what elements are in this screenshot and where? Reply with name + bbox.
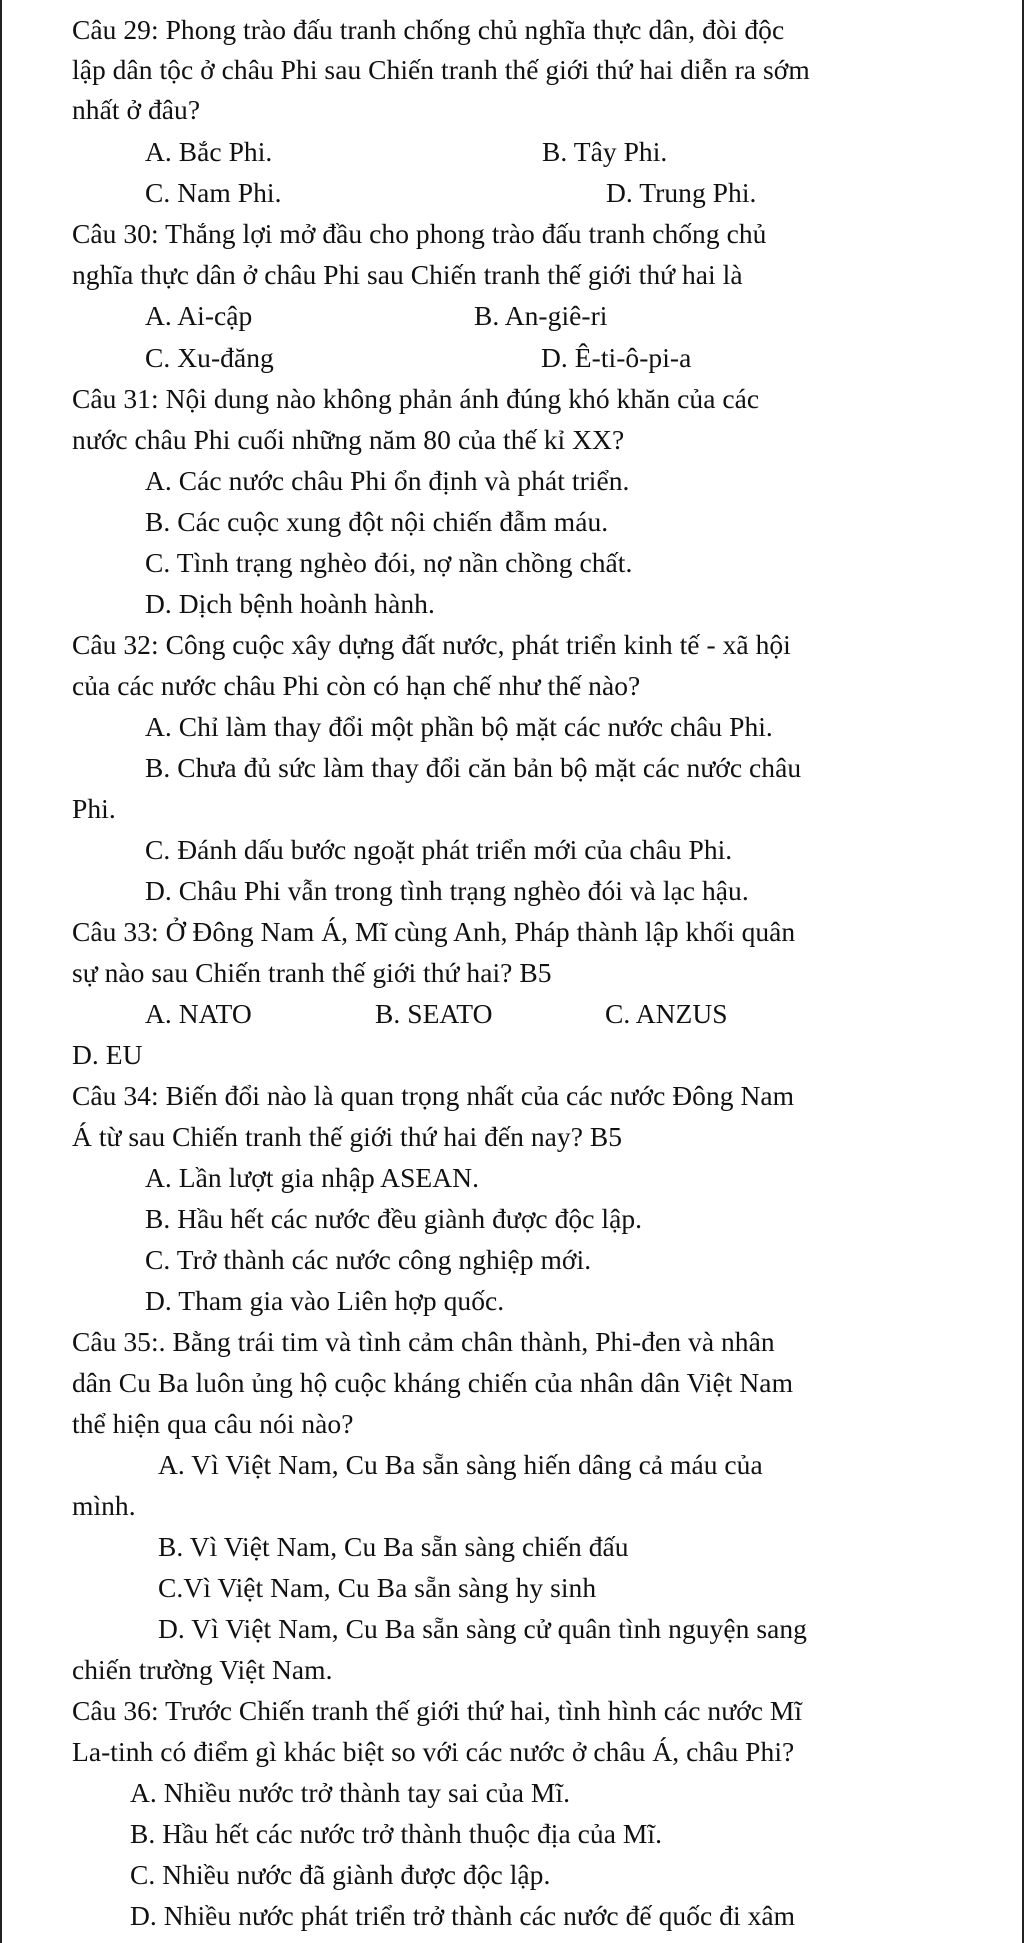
question-30-option-c: C. Xu-đăng [145, 342, 274, 373]
question-31-option-d: D. Dịch bệnh hoành hành. [145, 588, 435, 619]
question-36-option-b: B. Hầu hết các nước trở thành thuộc địa của Mĩ. [130, 1818, 663, 1849]
question-34-option-b: B. Hầu hết các nước đều giành được độc lập. [145, 1203, 643, 1234]
question-30-line-1: Câu 30: Thắng lợi mở đầu cho phong trào đấu tranh chống chủ [72, 218, 767, 249]
question-36-option-d: D. Nhiều nước phát triển trở thành các nước đế quốc đi xâm [130, 1900, 796, 1931]
question-34-line-1: Câu 34: Biến đổi nào là quan trọng nhất của các nước Đông Nam [72, 1080, 795, 1111]
question-33-option-c: C. ANZUS [605, 998, 728, 1029]
question-31-option-c: C. Tình trạng nghèo đói, nợ nần chồng chất. [145, 547, 633, 578]
question-33-line-2: sự nào sau Chiến tranh thế giới thứ hai? B5 [72, 957, 552, 988]
question-32-option-d: D. Châu Phi vẫn trong tình trạng nghèo đói và lạc hậu. [145, 875, 749, 906]
question-29-line-1: Câu 29: Phong trào đấu tranh chống chủ nghĩa thực dân, đòi độc [72, 14, 785, 45]
question-35-option-a: A. Vì Việt Nam, Cu Ba sẵn sàng hiến dâng cả máu của [158, 1449, 763, 1480]
question-30-option-d: D. Ê-ti-ô-pi-a [541, 342, 692, 373]
question-32-line-1: Câu 32: Công cuộc xây dựng đất nước, phát triển kinh tế - xã hội [72, 629, 791, 660]
question-31-line-1: Câu 31: Nội dung nào không phản ánh đúng khó khăn của các [72, 383, 760, 414]
question-29-option-a: A. Bắc Phi. [145, 136, 273, 167]
question-33-option-d: D. EU [72, 1039, 143, 1070]
question-36-option-a: A. Nhiều nước trở thành tay sai của Mĩ. [130, 1777, 571, 1808]
question-29-line-3: nhất ở đâu? [72, 94, 201, 125]
question-33-option-a: A. NATO [145, 998, 252, 1029]
question-31-option-a: A. Các nước châu Phi ổn định và phát triển. [145, 465, 630, 496]
question-34-option-c: C. Trở thành các nước công nghiệp mới. [145, 1244, 592, 1275]
question-35-line-2: dân Cu Ba luôn ủng hộ cuộc kháng chiến của nhân dân Việt Nam [72, 1367, 794, 1398]
question-36-line-2: La-tinh có điểm gì khác biệt so với các nước ở châu Á, châu Phi? [72, 1736, 795, 1767]
question-32-option-b: B. Chưa đủ sức làm thay đổi căn bản bộ mặt các nước châu [145, 752, 802, 783]
question-31-option-b: B. Các cuộc xung đột nội chiến đẫm máu. [145, 506, 609, 537]
question-30-line-2: nghĩa thực dân ở châu Phi sau Chiến tranh thế giới thứ hai là [72, 259, 743, 290]
question-32-option-c: C. Đánh dấu bước ngoặt phát triển mới của châu Phi. [145, 834, 733, 865]
question-29-option-b: B. Tây Phi. [542, 136, 668, 167]
question-35-option-d: D. Vì Việt Nam, Cu Ba sẵn sàng cử quân tình nguyện sang [158, 1613, 807, 1644]
question-34-option-a: A. Lần lượt gia nhập ASEAN. [145, 1162, 480, 1193]
question-29-option-d: D. Trung Phi. [606, 177, 757, 208]
question-34-option-d: D. Tham gia vào Liên hợp quốc. [145, 1285, 505, 1316]
question-33-line-1: Câu 33: Ở Đông Nam Á, Mĩ cùng Anh, Pháp thành lập khối quân [72, 916, 796, 947]
question-32-line-2: của các nước châu Phi còn có hạn chế như thế nào? [72, 670, 641, 701]
question-32-option-b-cont: Phi. [72, 793, 116, 824]
question-34-line-2: Á từ sau Chiến tranh thế giới thứ hai đến nay? B5 [72, 1121, 623, 1152]
question-31-line-2: nước châu Phi cuối những năm 80 của thế kỉ XX? [72, 424, 625, 455]
question-33-option-b: B. SEATO [375, 998, 493, 1029]
question-35-line-1: Câu 35:. Bằng trái tim và tình cảm chân thành, Phi-đen và nhân [72, 1326, 775, 1357]
question-29-option-c: C. Nam Phi. [145, 177, 282, 208]
question-32-option-a: A. Chỉ làm thay đổi một phần bộ mặt các nước châu Phi. [145, 711, 773, 742]
question-35-option-b: B. Vì Việt Nam, Cu Ba sẵn sàng chiến đấu [158, 1531, 629, 1562]
question-35-option-d-cont: chiến trường Việt Nam. [72, 1654, 333, 1685]
question-35-line-3: thể hiện qua câu nói nào? [72, 1408, 354, 1439]
question-30-option-b: B. An-giê-ri [474, 300, 608, 331]
question-30-option-a: A. Ai-cập [145, 300, 253, 331]
question-36-line-1: Câu 36: Trước Chiến tranh thế giới thứ hai, tình hình các nước Mĩ [72, 1695, 803, 1726]
question-35-option-a-cont: mình. [72, 1490, 136, 1521]
question-36-option-c: C. Nhiều nước đã giành được độc lập. [130, 1859, 551, 1890]
question-35-option-c: C.Vì Việt Nam, Cu Ba sẵn sàng hy sinh [158, 1572, 597, 1603]
question-29-line-2: lập dân tộc ở châu Phi sau Chiến tranh thế giới thứ hai diễn ra sớm [72, 54, 810, 85]
